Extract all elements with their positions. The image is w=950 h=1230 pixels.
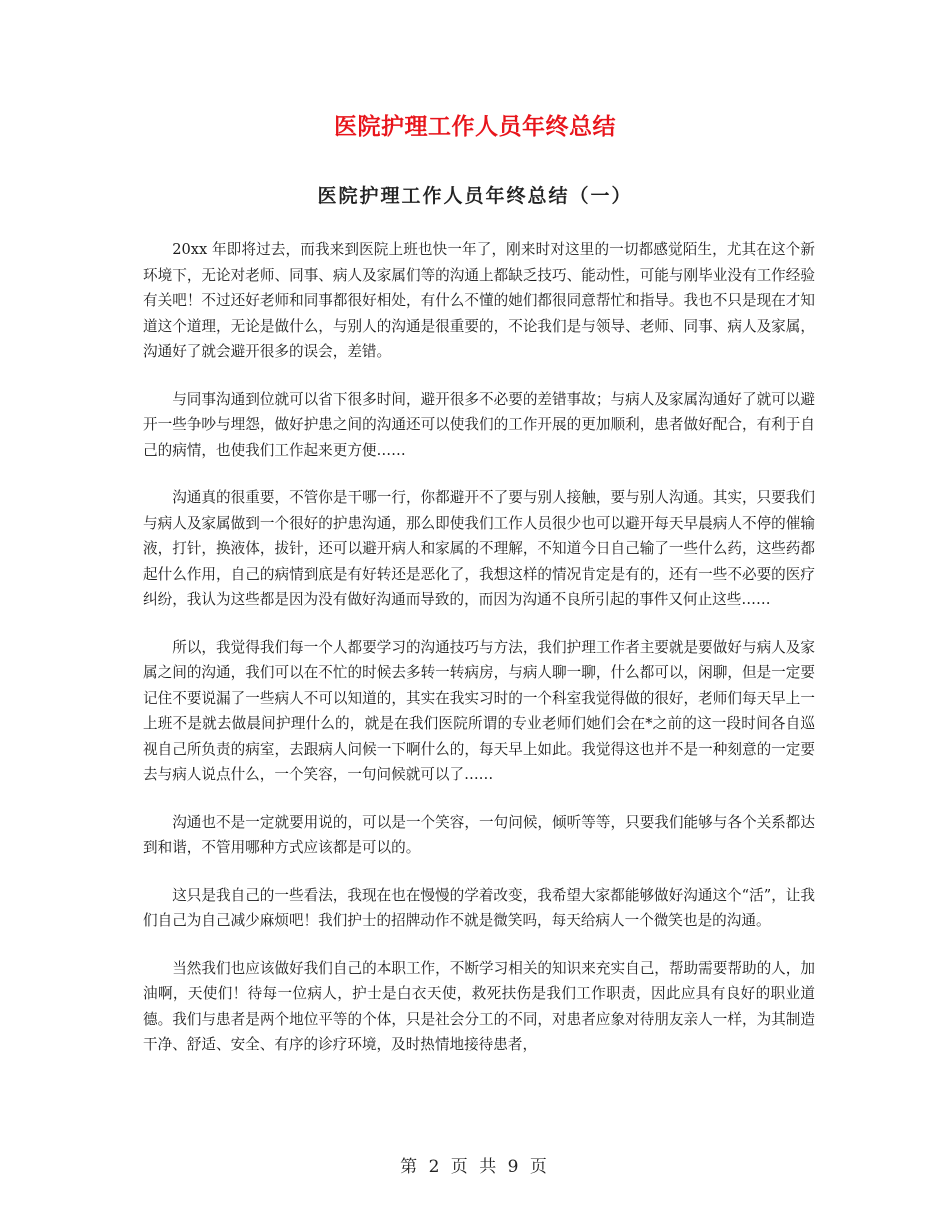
paragraph-7: 当然我们也应该做好我们自己的本职工作，不断学习相关的知识来充实自己，帮助需要帮助的人，加油啊，天使们！待每一位病人，护士是白衣天使，救死扶伤是我们工作职责，因此应具有良好的职业道德。我们与患者是两个地位平等的个体，只是社会分工的不同，对患者应象对待朋友亲人一样，为其制造干净、舒适、安全、有序的诊疗环境，及时热情地接待患者， bbox=[143, 959, 815, 1053]
document-title: 医院护理工作人员年终总结 bbox=[334, 114, 616, 140]
page-number-footer: 第 2 页 共 9 页 bbox=[400, 1157, 550, 1177]
section-subtitle: 医院护理工作人员年终总结（一） bbox=[317, 185, 633, 207]
paragraph-4: 所以，我觉得我们每一个人都要学习的沟通技巧与方法，我们护理工作者主要就是要做好与病人及家属之间的沟通，我们可以在不忙的时候去多转一转病房，与病人聊一聊，什么都可以，闲聊，但是一定要记住不要说漏了一些病人不可以知道的，其实在我实习时的一个科室我觉得做的很好，老师们每天早上一上班不是就去做晨间护理什么的，就是在我们医院所谓的专业老师们她们会在*之前的这一段时间各自巡视自己所负责的病室，去跟病人问候一下啊什么的，每天早上如此。我觉得这也并不是一种刻意的一定要去与病人说点什么，一个笑容，一句问候就可以了…… bbox=[143, 638, 815, 783]
body-text bbox=[143, 237, 815, 1080]
paragraph-1: 20xx 年即将过去，而我来到医院上班也快一年了，刚来时对这里的一切都感觉陌生，尤其在这个新环境下，无论对老师、同事、病人及家属们等的沟通上都缺乏技巧、能动性，可能与刚毕业没有工作经验有关吧！不过还好老师和同事都很好相处，有什么不懂的她们都很同意帮忙和指导。我也不只是现在才知道这个道理，无论是做什么，与别人的沟通是很重要的，不论我们是与领导、老师、同事、病人及家属，沟通好了就会避开很多的误会，差错。 bbox=[143, 241, 815, 360]
paragraph-3: 沟通真的很重要，不管你是干哪一行，你都避开不了要与别人接触，要与别人沟通。其实，只要我们与病人及家属做到一个很好的护患沟通，那么即使我们工作人员很少也可以避开每天早晨病人不停的催输液，打针，换液体，拔针，还可以避开病人和家属的不理解，不知道今日自己输了一些什么药，这些药都起什么作用，自己的病情到底是有好转还是恶化了，我想这样的情况肯定是有的，还有一些不必要的医疗纠纷，我认为这些都是因为没有做好沟通而导致的，而因为沟通不良所引起的事件又何止这些…… bbox=[143, 489, 815, 608]
paragraph-5: 沟通也不是一定就要用说的，可以是一个笑容，一句问候，倾听等等，只要我们能够与各个关系都达到和谐，不管用哪种方式应该都是可以的。 bbox=[143, 813, 815, 856]
paragraph-2: 与同事沟通到位就可以省下很多时间，避开很多不必要的差错事故；与病人及家属沟通好了就可以避开一些争吵与埋怨，做好护患之间的沟通还可以使我们的工作开展的更加顺利，患者做好配合，有利于自己的病情，也使我们工作起来更方便…… bbox=[143, 390, 815, 459]
paragraph-6: 这只是我自己的一些看法，我现在也在慢慢的学着改变，我希望大家都能够做好沟通这个“活”，让我们自己为自己减少麻烦吧！我们护士的招牌动作不就是微笑吗，每天给病人一个微笑也是的沟通。 bbox=[143, 886, 815, 929]
